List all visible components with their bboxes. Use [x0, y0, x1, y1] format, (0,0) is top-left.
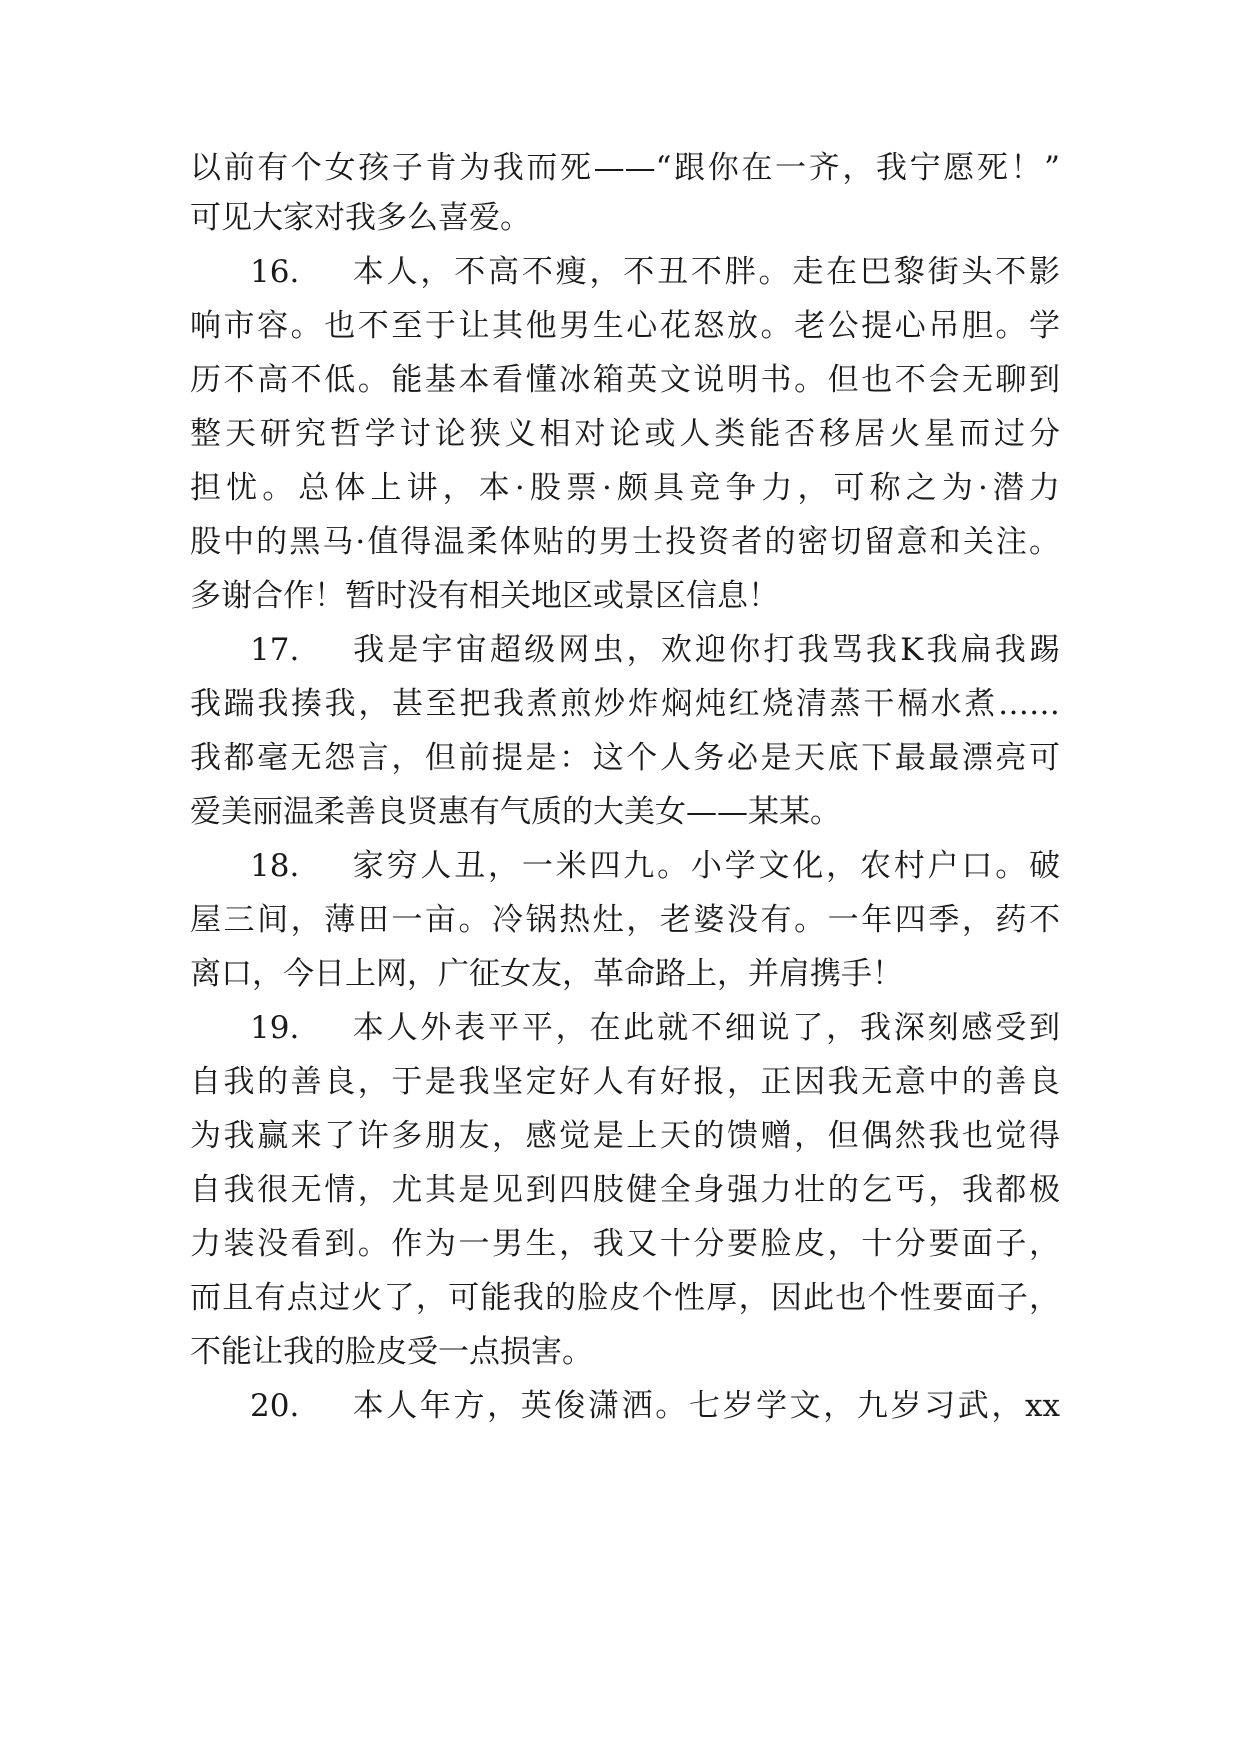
text-line: 自我的善良，于是我坚定好人有好报，正因我无意中的善良 [190, 1064, 1060, 1100]
text-line: 而且有点过火了，可能我的脸皮个性厚，因此也个性要面子， [190, 1280, 1060, 1316]
text-line: 不能让我的脸皮受一点损害。 [190, 1334, 593, 1370]
paragraph-16-first-line: 16. 本人，不高不瘦，不丑不胖。走在巴黎街头不影 [250, 254, 1060, 290]
paragraph-number: 20. [250, 1388, 300, 1424]
text-line: 力装没看到。作为一男生，我又十分要脸皮，十分要面子， [190, 1226, 1060, 1262]
text-line: 整天研究哲学讨论狭义相对论或人类能否移居火星而过分 [190, 416, 1060, 452]
text-line: 担忧。总体上讲，本·股票·颇具竞争力，可称之为·潜力 [190, 470, 1060, 506]
text-line: 响市容。也不至于让其他男生心花怒放。老公提心吊胆。学 [190, 308, 1060, 344]
text-line: 屋三间，薄田一亩。冷锅热灶，老婆没有。一年四季，药不 [190, 902, 1060, 938]
paragraph-number: 18. [250, 848, 300, 884]
text-line: 离口，今日上网，广征女友，革命路上，并肩携手！ [190, 956, 903, 992]
text-line: 多谢合作！暂时没有相关地区或景区信息！ [190, 578, 779, 614]
paragraph-18-first-line: 18. 家穷人丑，一米四九。小学文化，农村户口。破 [250, 848, 1060, 884]
paragraph-17-first-line: 17. 我是宇宙超级网虫，欢迎你打我骂我K我扁我踢 [250, 632, 1060, 668]
paragraph-19-first-line: 19. 本人外表平平，在此就不细说了，我深刻感受到 [250, 1010, 1060, 1046]
text-line: 可见大家对我多么喜爱。 [190, 200, 531, 236]
text-line: 以前有个女孩子肯为我而死——“跟你在一齐，我宁愿死！” [190, 150, 1060, 186]
text-line: 我踹我揍我，甚至把我煮煎炒炸焖炖红烧清蒸干槅水煮…… [190, 686, 1060, 722]
text-line: 自我很无情，尤其是见到四肢健全身强力壮的乞丐，我都极 [190, 1172, 1060, 1208]
text-line: 股中的黑马·值得温柔体贴的男士投资者的密切留意和关注。 [190, 524, 1060, 560]
text-line: 历不高不低。能基本看懂冰箱英文说明书。但也不会无聊到 [190, 362, 1060, 398]
text-line: 为我赢来了许多朋友，感觉是上天的馈赠，但偶然我也觉得 [190, 1118, 1060, 1154]
paragraph-20-first-line: 20. 本人年方，英俊潇洒。七岁学文，九岁习武，xx [250, 1388, 1060, 1424]
text-line: 我都毫无怨言，但前提是：这个人务必是天底下最最漂亮可 [190, 740, 1060, 776]
paragraph-number: 19. [250, 1010, 300, 1046]
paragraph-number: 17. [250, 632, 300, 668]
text-line: 爱美丽温柔善良贤惠有气质的大美女——某某。 [190, 794, 841, 830]
paragraph-number: 16. [250, 254, 300, 290]
